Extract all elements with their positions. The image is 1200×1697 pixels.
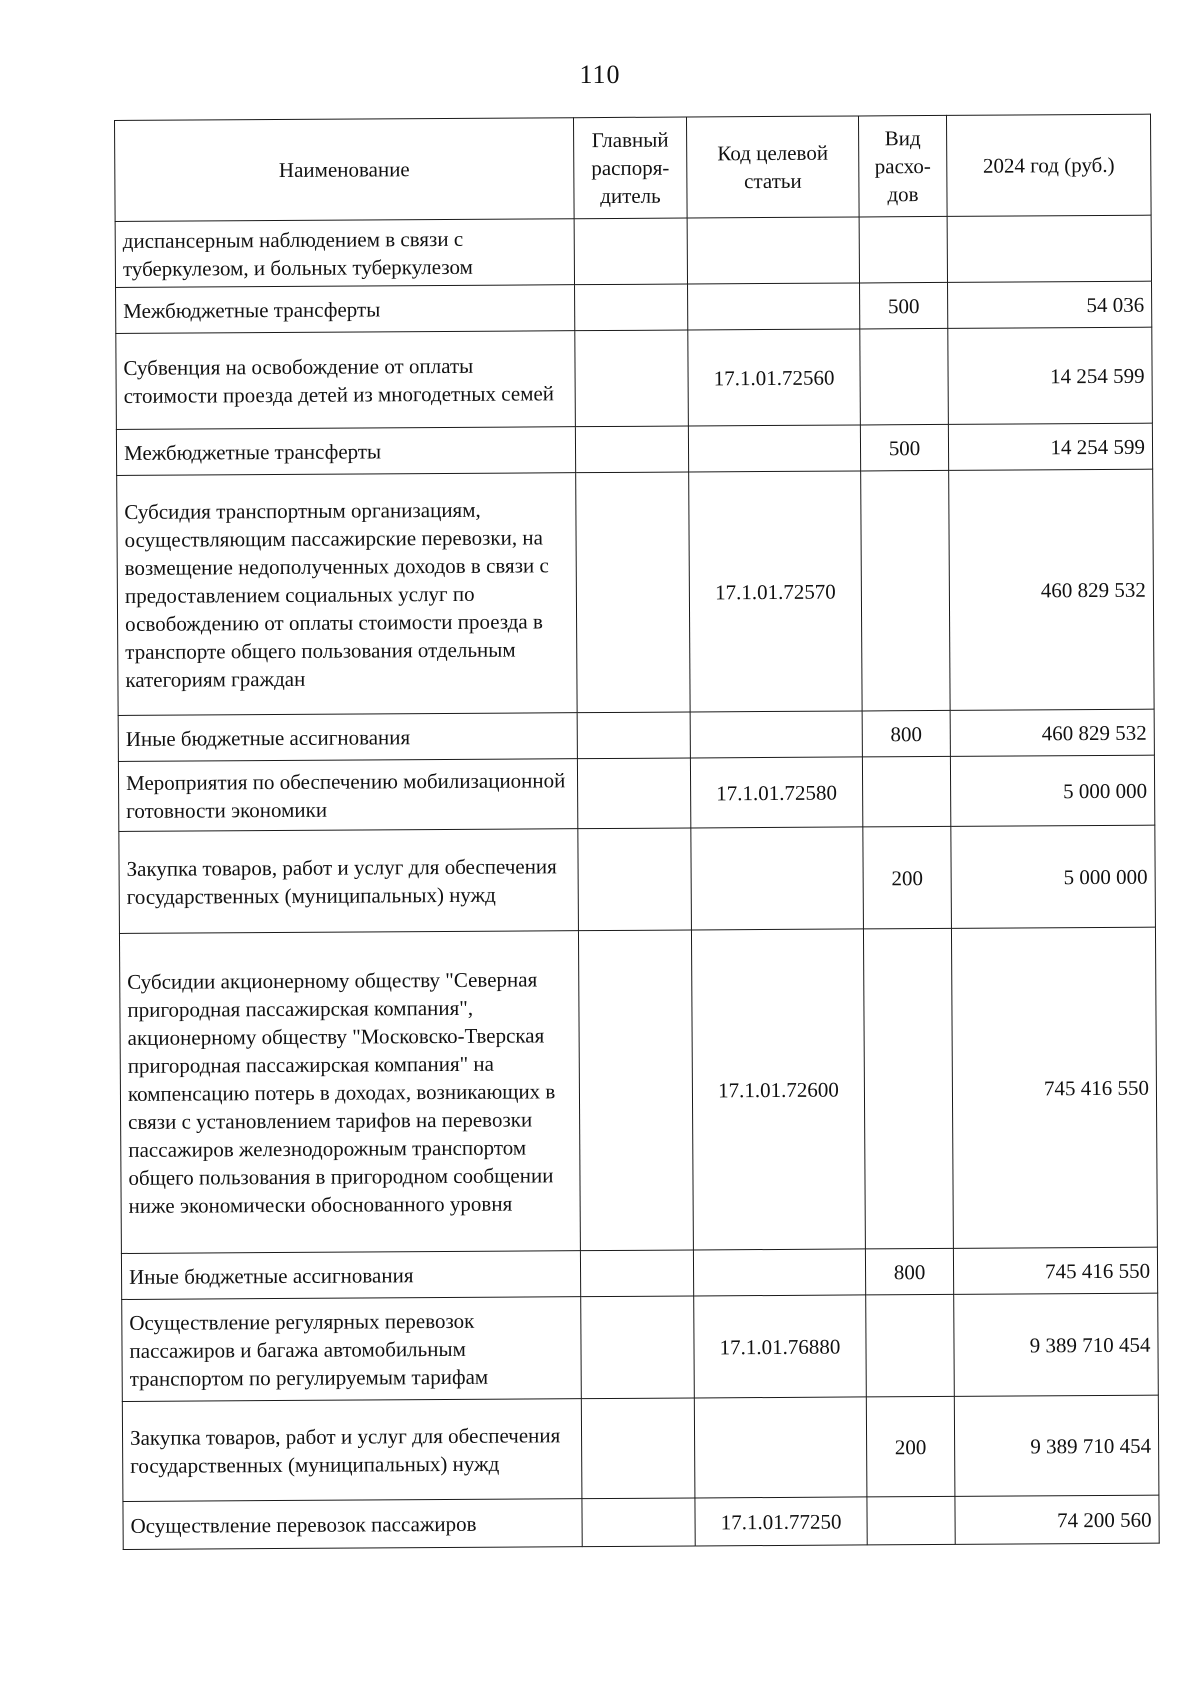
cell-sum: 14 254 599 [948, 423, 1152, 470]
cell-grbs [576, 472, 690, 713]
table-row [116, 423, 1152, 475]
cell-grbs [581, 1296, 695, 1399]
table-row [122, 1395, 1159, 1501]
cell-name: Иные бюджетные ассигнования [118, 713, 577, 762]
cell-name: Мероприятия по обеспечению мобилизационной готовности экономики [118, 759, 577, 832]
table-header-row [115, 114, 1152, 221]
cell-vid: 500 [860, 282, 948, 329]
cell-vid [866, 1294, 955, 1397]
table-row [116, 281, 1152, 333]
header-code: Код целевой статьи [686, 116, 859, 218]
cell-sum: 14 254 599 [948, 327, 1153, 424]
cell-name: Осуществление регулярных перевозок пассажиров и багажа автомобильным транспортом по регулируемым тарифам [122, 1297, 582, 1402]
cell-code: 17.1.01.72570 [689, 471, 862, 712]
cell-sum: 54 036 [948, 281, 1152, 328]
cell-sum: 745 416 550 [951, 927, 1157, 1248]
cell-code: 17.1.01.72560 [688, 329, 861, 426]
cell-name: Межбюджетные трансферты [116, 285, 575, 334]
cell-sum: 745 416 550 [953, 1247, 1157, 1294]
cell-name: Межбюджетные трансферты [116, 427, 575, 476]
cell-name: Иные бюджетные ассигнования [121, 1251, 580, 1300]
cell-code [693, 1249, 865, 1296]
cell-code [691, 827, 864, 930]
cell-vid [859, 216, 947, 283]
page-number: 110 [579, 60, 621, 89]
cell-code: 17.1.01.76880 [694, 1295, 867, 1398]
table-row [116, 327, 1153, 429]
cell-grbs [574, 218, 687, 285]
cell-grbs [577, 712, 690, 759]
header-vid: Вид расхо-дов [858, 115, 947, 217]
cell-grbs [575, 330, 689, 427]
table-row [115, 215, 1151, 287]
cell-vid: 800 [865, 1248, 953, 1295]
cell-grbs [582, 1498, 695, 1547]
cell-code: 17.1.01.77250 [695, 1497, 867, 1546]
cell-grbs [577, 758, 690, 829]
cell-grbs [578, 828, 692, 931]
cell-code [688, 425, 860, 472]
cell-name: Закупка товаров, работ и услуг для обеспечения государственных (муниципальных) нужд [119, 829, 579, 934]
cell-code [694, 1397, 867, 1498]
cell-code: 17.1.01.72580 [690, 757, 862, 828]
cell-code [690, 711, 862, 758]
cell-vid: 200 [863, 826, 952, 929]
cell-vid [860, 328, 949, 425]
cell-name: Субсидия транспортным организациям, осуществляющим пассажирские перевозки, на возмещение недополученных доходов в связи с предоставлением социальных услуг по освобождению от оплаты стоимости проезда в транспорте общего пользования отдельным категориям граждан [117, 473, 577, 716]
cell-sum: 9 389 710 454 [954, 1395, 1159, 1496]
cell-sum: 9 389 710 454 [954, 1293, 1159, 1396]
cell-sum [947, 215, 1151, 282]
cell-sum: 460 829 532 [949, 469, 1154, 710]
cell-vid [862, 756, 950, 827]
header-sum: 2024 год (руб.) [946, 114, 1151, 216]
header-grbs: Главный распоря-дитель [573, 117, 687, 219]
cell-vid [867, 1496, 955, 1545]
cell-sum: 5 000 000 [950, 755, 1154, 826]
table-row [118, 709, 1154, 761]
table-row [123, 1495, 1159, 1549]
cell-grbs [581, 1398, 695, 1499]
cell-grbs [580, 1250, 693, 1297]
cell-vid: 500 [860, 424, 948, 471]
cell-sum: 5 000 000 [951, 825, 1156, 928]
table-row [121, 1247, 1157, 1299]
cell-vid: 800 [862, 710, 950, 757]
header-name: Наименование [115, 118, 575, 222]
budget-table [114, 114, 1160, 1550]
cell-grbs [575, 426, 688, 473]
cell-sum: 74 200 560 [955, 1495, 1159, 1544]
table-row [122, 1293, 1159, 1401]
cell-name: диспансерным наблюдением в связи с туберкулезом, и больных туберкулезом [115, 219, 574, 288]
table-row [119, 825, 1156, 933]
cell-grbs [575, 284, 688, 331]
cell-code [687, 217, 859, 284]
cell-sum: 460 829 532 [950, 709, 1154, 756]
cell-name: Осуществление перевозок пассажиров [123, 1499, 582, 1550]
table-row [119, 927, 1157, 1253]
cell-name: Закупка товаров, работ и услуг для обеспечения государственных (муниципальных) нужд [122, 1399, 582, 1502]
table-row [118, 755, 1154, 831]
cell-name: Субсидии акционерному обществу "Северная пригородная пассажирская компания", акционерному обществу "Московско-Тверская пригородная пассажирская компания" на компенсацию потерь в доходах, возникающих в связи с установлением тарифов на перевозки пассажиров железнодорожным транспортом общего пользования в пригородном сообщении ниже экономически обоснованного уровня [119, 931, 580, 1254]
cell-vid: 200 [866, 1396, 955, 1497]
cell-code [688, 283, 860, 330]
cell-grbs [578, 930, 693, 1251]
cell-name: Субвенция на освобождение от оплаты стоимости проезда детей из многодетных семей [116, 331, 576, 430]
cell-code: 17.1.01.72600 [691, 929, 865, 1250]
cell-vid [861, 470, 950, 711]
cell-vid [863, 928, 953, 1249]
table-row [117, 469, 1154, 715]
